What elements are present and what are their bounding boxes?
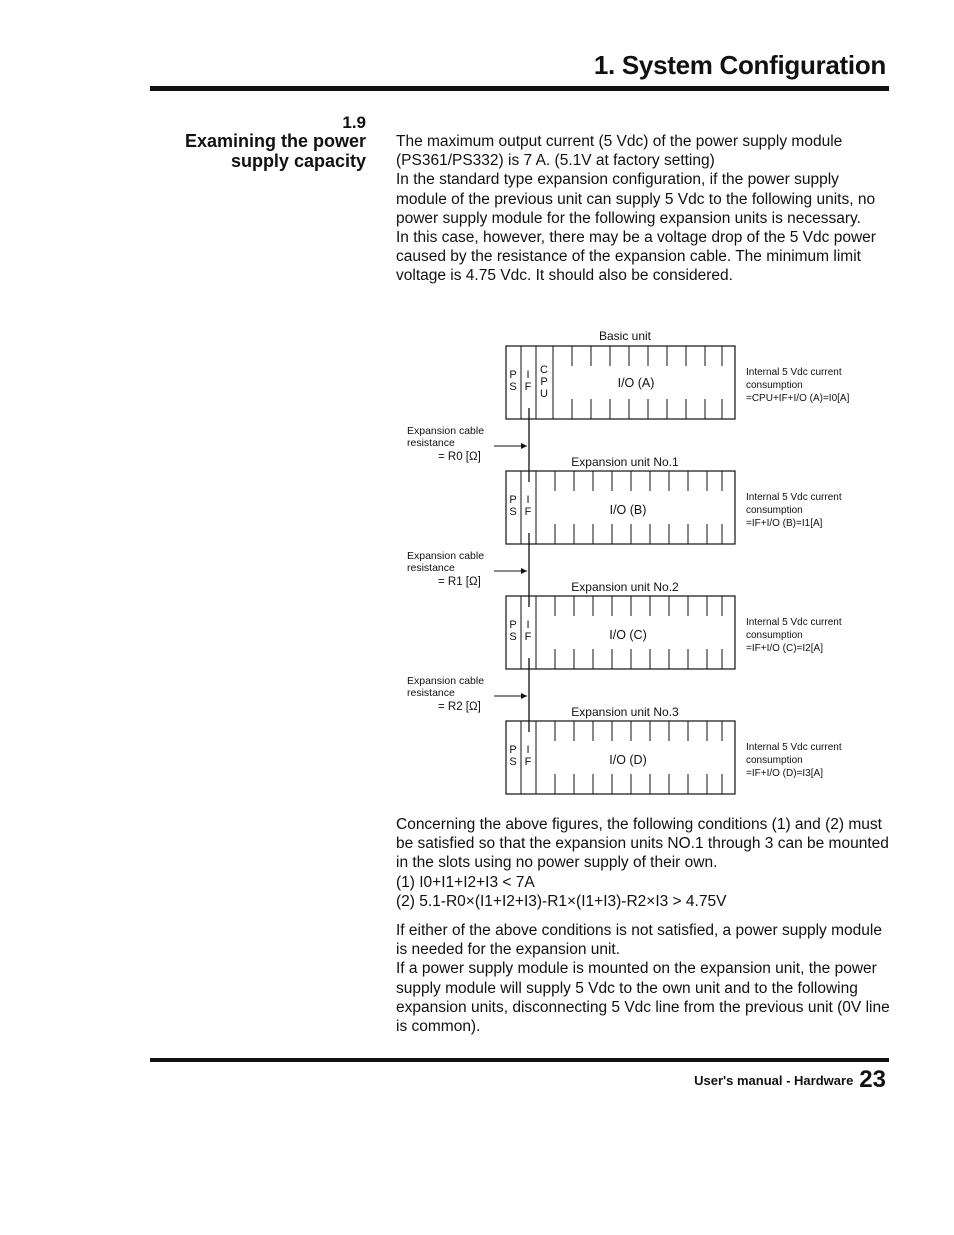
svg-text:Internal 5 Vdc current: Internal 5 Vdc current bbox=[746, 617, 842, 628]
svg-text:S: S bbox=[509, 756, 517, 768]
conditions-intro: Concerning the above figures, the following conditions (1) and (2) must be satisfied so that the expansion units NO.1 through 3 can be mounted in the slots using no power supply of their own. bbox=[396, 816, 889, 872]
io-label-d: I/O (D) bbox=[609, 753, 647, 767]
svg-text:S: S bbox=[509, 506, 517, 518]
cable-resistance-r1 bbox=[407, 550, 484, 588]
condition-2: (2) 5.1-R0×(I1+I2+I3)-R1×(I1+I3)-R2×I3 > 4.75V bbox=[396, 892, 727, 910]
io-label-a: I/O (A) bbox=[617, 376, 655, 390]
svg-text:Expansion unit No.1: Expansion unit No.1 bbox=[571, 455, 679, 469]
svg-text:F: F bbox=[524, 381, 532, 393]
cable-arrows bbox=[494, 446, 530, 696]
cable-resistance-r2 bbox=[407, 675, 484, 713]
svg-text:I: I bbox=[526, 494, 530, 506]
svg-text:U: U bbox=[540, 388, 548, 400]
io-label-c: I/O (C) bbox=[609, 628, 647, 642]
svg-text:Expansion cable: Expansion cable bbox=[407, 675, 485, 687]
section-title-line1: Examining the power bbox=[184, 131, 366, 151]
page-footer bbox=[694, 1066, 886, 1094]
svg-text:consumption: consumption bbox=[746, 755, 803, 766]
svg-text:F: F bbox=[524, 506, 532, 518]
intro-paragraph-1: The maximum output current (5 Vdc) of the power supply module (PS361/PS332) is 7 A. (5.1V at factory setting) bbox=[396, 133, 843, 170]
svg-text:resistance: resistance bbox=[407, 437, 455, 449]
intro-paragraph-3: In this case, however, there may be a voltage drop of the 5 Vdc power caused by the resistance of the expansion cable. The minimum limit voltage is 4.75 Vdc. It should also be considered. bbox=[396, 229, 876, 285]
svg-text:P: P bbox=[509, 369, 517, 381]
svg-text:S: S bbox=[509, 631, 517, 643]
svg-text:P: P bbox=[509, 619, 517, 631]
svg-text:I: I bbox=[526, 619, 530, 631]
basic-unit-label: Basic unit bbox=[598, 329, 652, 343]
cable-resistance-r0 bbox=[407, 425, 484, 463]
svg-text:resistance: resistance bbox=[407, 687, 455, 699]
page-header-title: 1. System Configuration bbox=[593, 50, 886, 80]
svg-text:I: I bbox=[526, 369, 530, 381]
svg-text:consumption: consumption bbox=[746, 630, 803, 641]
unit-expansion-1 bbox=[506, 455, 842, 544]
svg-text:= R1 [Ω]: = R1 [Ω] bbox=[438, 576, 481, 588]
svg-text:C: C bbox=[540, 364, 548, 376]
section-number: 1.9 bbox=[342, 113, 366, 132]
conditions-paragraph-2: If either of the above conditions is not satisfied, a power supply module is needed for the expansion unit. bbox=[396, 922, 882, 959]
footer-rule bbox=[150, 1058, 889, 1062]
svg-text:Internal 5 Vdc current: Internal 5 Vdc current bbox=[746, 492, 842, 503]
unit-basic bbox=[506, 346, 850, 419]
conditions-text bbox=[396, 815, 891, 1036]
svg-text:P: P bbox=[540, 376, 548, 388]
svg-text:P: P bbox=[509, 744, 517, 756]
svg-text:Internal 5 Vdc current: Internal 5 Vdc current bbox=[746, 742, 842, 753]
svg-text:=IF+I/O (B)=I1[A]: =IF+I/O (B)=I1[A] bbox=[746, 518, 823, 529]
svg-text:consumption: consumption bbox=[746, 380, 803, 391]
svg-text:S: S bbox=[509, 381, 517, 393]
svg-text:I: I bbox=[526, 744, 530, 756]
svg-text:F: F bbox=[524, 631, 532, 643]
io-label-b: I/O (B) bbox=[609, 503, 647, 517]
svg-text:Internal 5 Vdc current: Internal 5 Vdc current bbox=[746, 367, 842, 378]
svg-text:F: F bbox=[524, 756, 532, 768]
svg-text:Expansion cable: Expansion cable bbox=[407, 550, 485, 562]
svg-text:Expansion unit No.2: Expansion unit No.2 bbox=[571, 580, 679, 594]
page-number: 23 bbox=[859, 1066, 886, 1093]
footer-text: User's manual - Hardware bbox=[694, 1073, 854, 1088]
unit-expansion-3 bbox=[506, 705, 842, 794]
svg-text:=CPU+IF+I/O (A)=I0[A]: =CPU+IF+I/O (A)=I0[A] bbox=[746, 393, 850, 404]
intro-paragraph-2: In the standard type expansion configuration, if the power supply module of the previous unit can supply 5 Vdc to the following units, no power supply module for the following expansion units is necessary. bbox=[396, 171, 876, 227]
svg-text:consumption: consumption bbox=[746, 505, 803, 516]
svg-text:=IF+I/O (C)=I2[A]: =IF+I/O (C)=I2[A] bbox=[746, 643, 823, 654]
svg-text:=IF+I/O (D)=I3[A]: =IF+I/O (D)=I3[A] bbox=[746, 768, 823, 779]
section-title-line2: supply capacity bbox=[230, 151, 366, 171]
svg-text:= R2 [Ω]: = R2 [Ω] bbox=[438, 701, 481, 713]
svg-text:Expansion cable: Expansion cable bbox=[407, 425, 485, 437]
conditions-paragraph-3: If a power supply module is mounted on the expansion unit, the power supply module will supply 5 Vdc to the own unit and to the following expansion units, disconnecting 5 Vdc line from the previous unit (0V line is common). bbox=[396, 960, 890, 1036]
unit-expansion-2 bbox=[506, 580, 842, 669]
svg-text:P: P bbox=[509, 494, 517, 506]
svg-text:resistance: resistance bbox=[407, 562, 455, 574]
svg-text:= R0 [Ω]: = R0 [Ω] bbox=[438, 451, 481, 463]
svg-text:Expansion unit No.3: Expansion unit No.3 bbox=[571, 705, 679, 719]
condition-1: (1) I0+I1+I2+I3 < 7A bbox=[396, 873, 535, 891]
